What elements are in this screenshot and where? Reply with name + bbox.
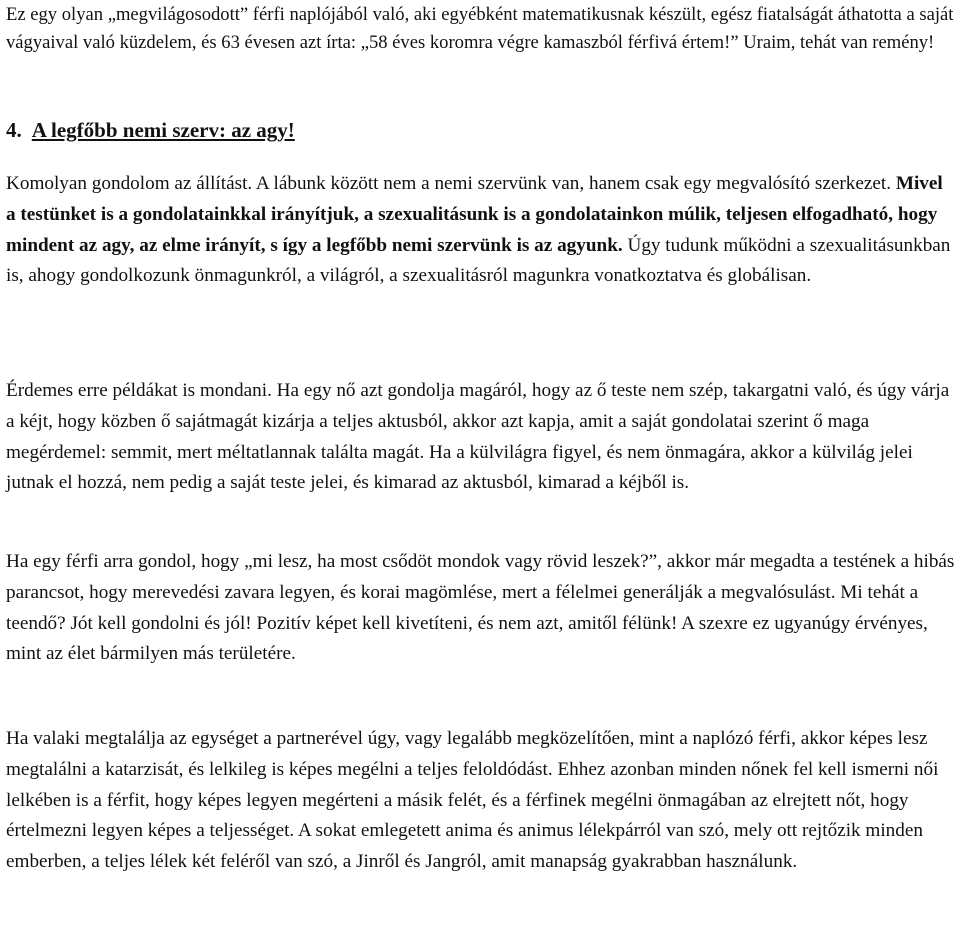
paragraph-examples: Érdemes erre példákat is mondani. Ha egy nő azt gondolja magáról, hogy az ő teste nem szép, takargatni való, és úgy várja a kéjt, hogy közben ő sajátmagát kizárja a teljes aktusból, akkor azt kapja, amit a saját gondolatai szerint ő maga megérdemel: semmit, mert méltatlannak találta magát. Ha a külvilágra figyel, és nem önmagára, akkor a külvilág jelei jutnak el hozzá, nem pedig a saját teste jelei, és kimarad az aktusból, kimarad a kéjből is. bbox=[6, 380, 950, 494]
section-number: 4. bbox=[6, 118, 22, 142]
paragraph-agy bbox=[6, 169, 956, 292]
section-heading bbox=[6, 116, 295, 144]
intro-paragraph: Ez egy olyan „megvilágosodott” férfi naplójából való, aki egyébként matematikusnak készült, egész fiatalságát áthatotta a saját vágyaival való küzdelem, és 63 évesen azt írta: „58 éves koromra végre kamaszból férfivá értem!” Uraim, tehát van remény! bbox=[6, 4, 954, 53]
section-title: A legfőbb nemi szerv: az agy! bbox=[31, 118, 295, 142]
paragraph-agy-end: Úgy tudunk működni a szexualitásunkban is, ahogy gondolkozunk önmagunkról, a világról, a szexualitásról magunkra vonatkoztatva és globálisan. bbox=[6, 234, 951, 287]
paragraph-agy-bold: Mivel a testünket is a gondolatainkkal irányítjuk, a szexualitásunk is a gondolatainkon múlik, teljesen elfogadható, hogy mindent az agy, az elme irányít, s így a legfőbb nemi szervünk is az agyunk. bbox=[6, 173, 943, 256]
paragraph-unity: Ha valaki megtalálja az egységet a partnerével úgy, vagy legalább megközelítően, mint a naplózó férfi, akkor képes lesz megtalálni a katarzisát, és lelkileg is képes megélni a teljes feloldódást. Ehhez azonban minden nőnek fel kell ismerni női lelkében is a férfit, hogy képes legyen megérteni a másik felét, és a férfinek megélni önmagában az elrejtett nőt, hogy értelmezni legyen képes a teljességet. A sokat emlegetett anima és animus lélekpárról van szó, mely ott rejtőzik minden emberben, a teljes lélek két feléről van szó, a Jinről és Jangról, amit manapság gyakrabban használunk. bbox=[6, 728, 939, 873]
paragraph-agy-start: Komolyan gondolom az állítást. A lábunk között nem a nemi szervünk van, hanem csak egy megvalósító szerkezet. bbox=[6, 173, 892, 194]
paragraph-man: Ha egy férfi arra gondol, hogy „mi lesz, ha most csődöt mondok vagy rövid leszek?”, akkor már megadta a testének a hibás parancsot, hogy merevedési zavara legyen, és korai magömlése, mert a félelmei generálják a megvalósulást. Mi tehát a teendő? Jót kell gondolni és jól! Pozitív képet kell kivetíteni, és nem azt, amitől félünk! A szexre ez ugyanúgy érvényes, mint az élet bármilyen más területére. bbox=[6, 551, 955, 665]
